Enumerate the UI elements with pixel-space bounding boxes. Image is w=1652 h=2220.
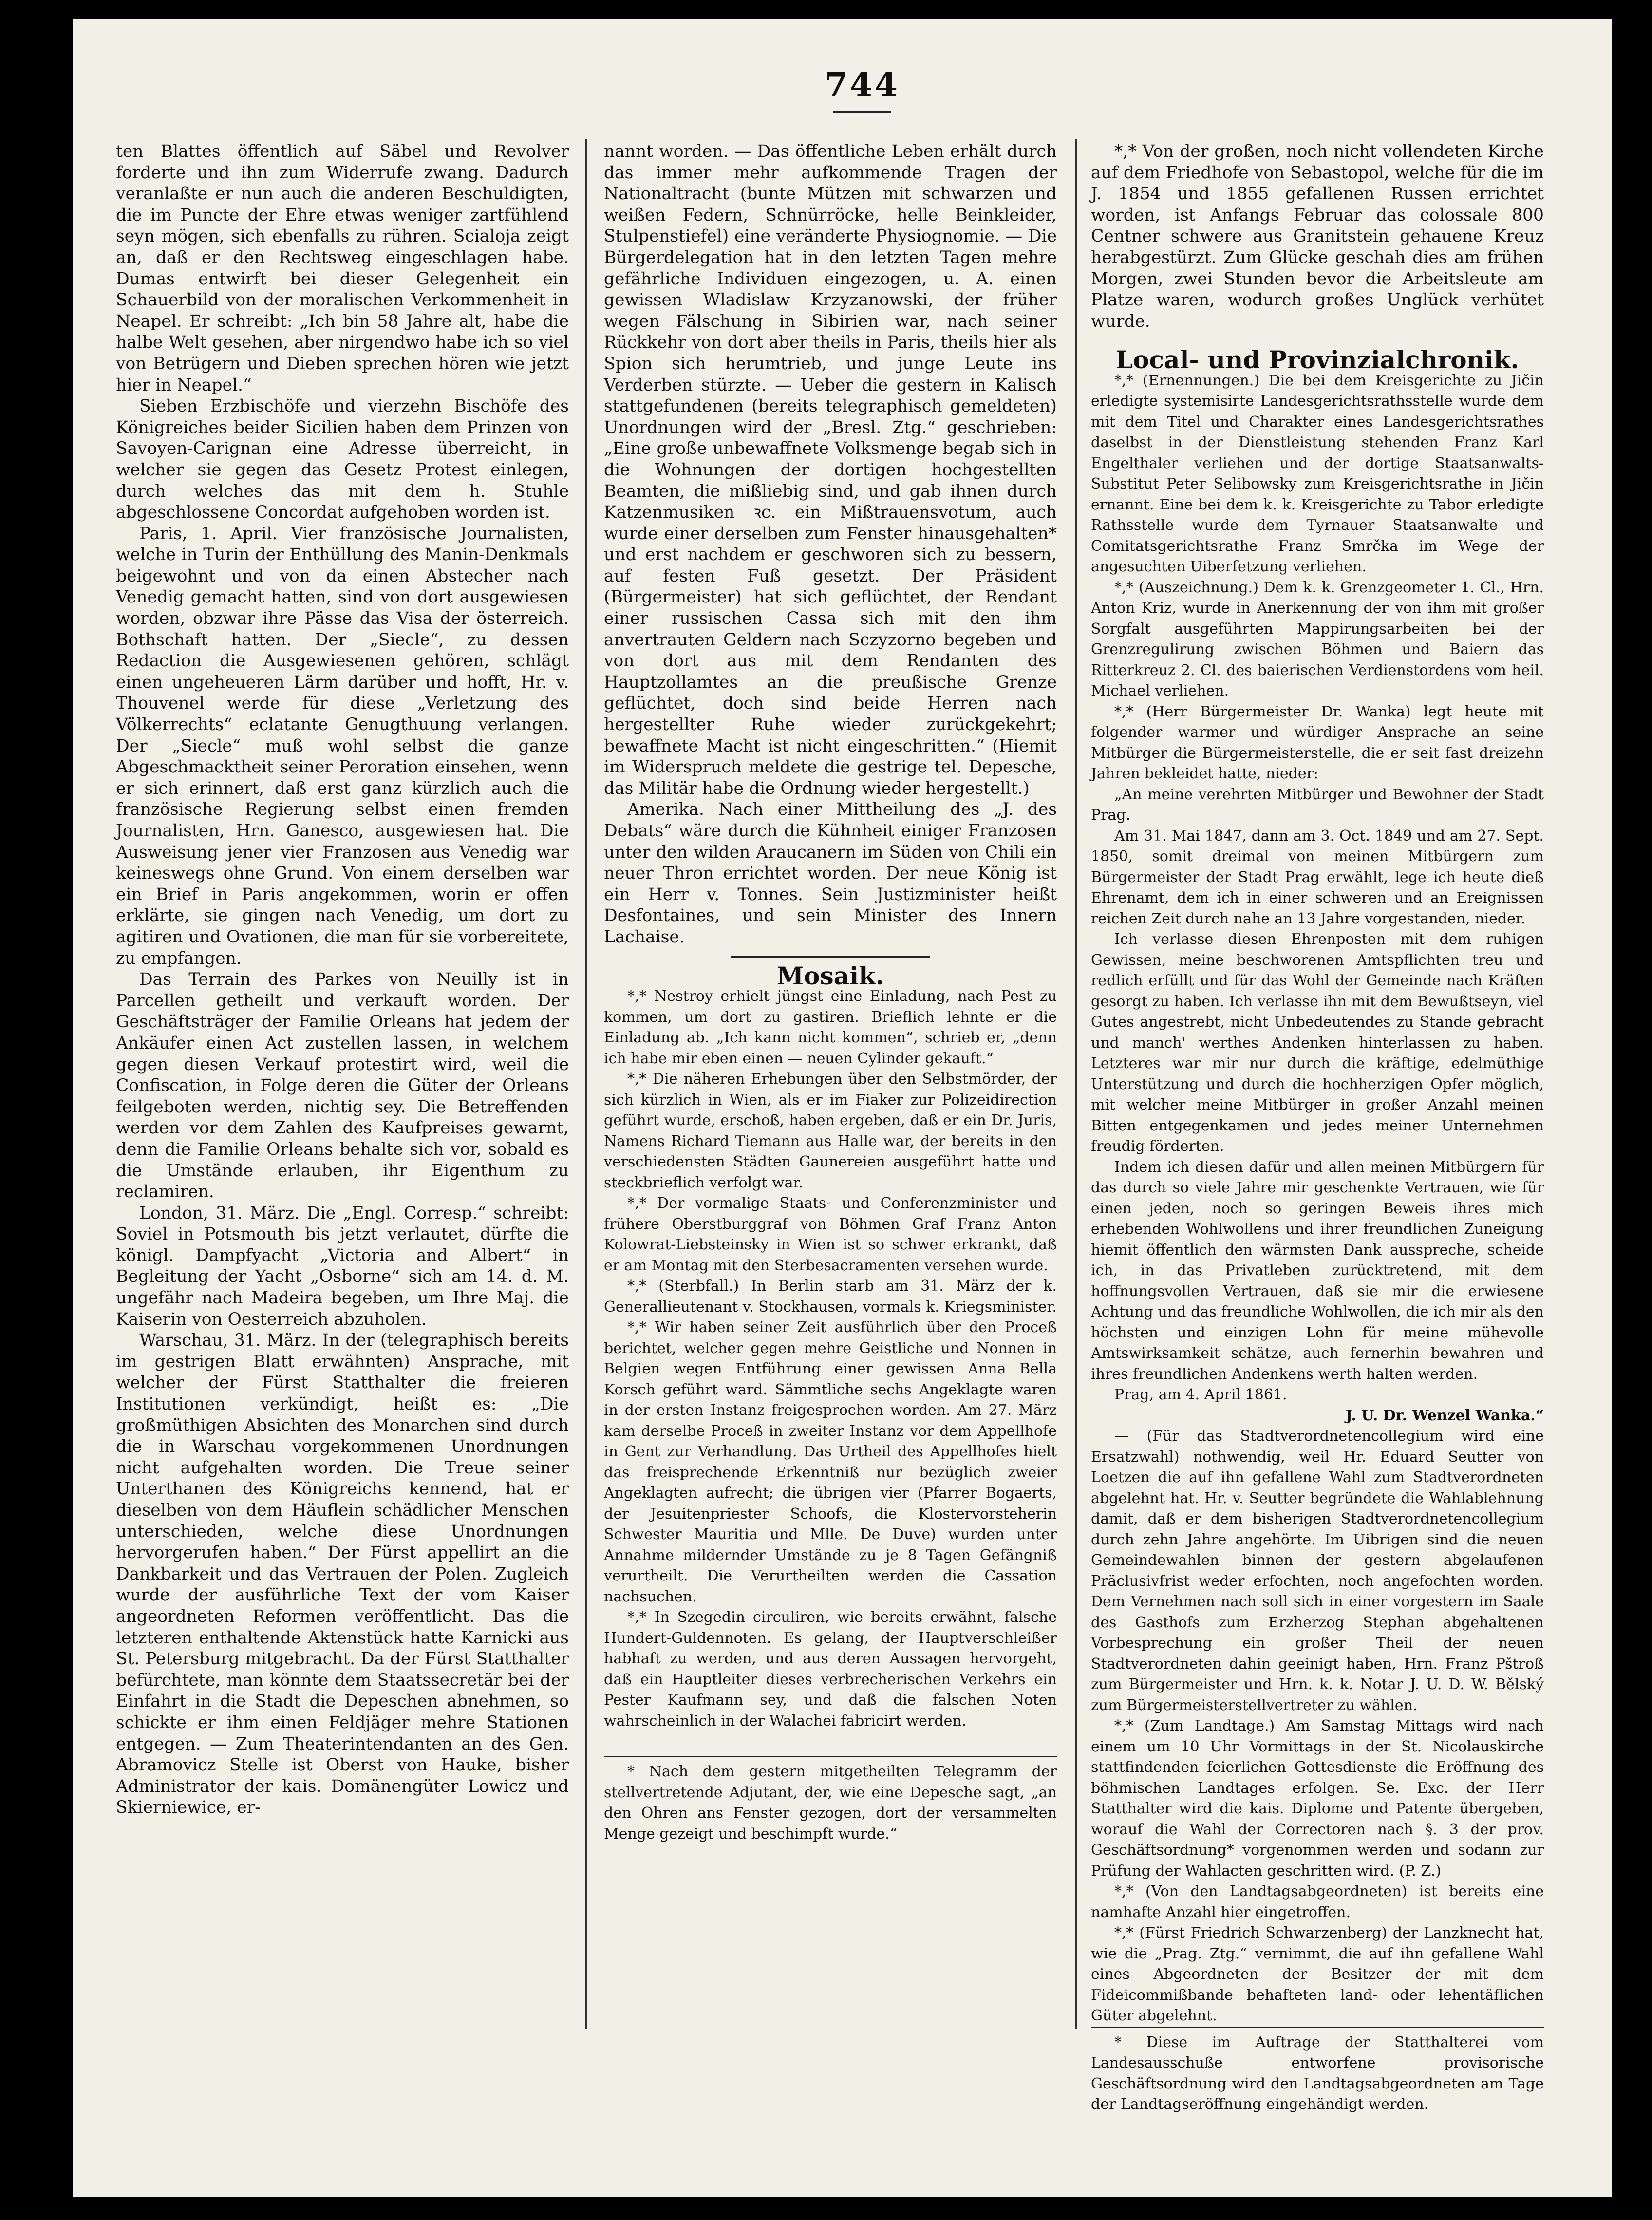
page-number: 744 [825, 66, 900, 105]
column-3 [1091, 141, 1544, 2115]
news-item: *,* (Auszeichnung.) Dem k. k. Grenzgeometer 1. Cl., Hrn. Anton Kriz, wurde in Anerkennung der von ihm mit großer Sorgfalt ausgeführten Mappirungsarbeiten bei der Grenzregulirung zwischen Böhmen und Baiern das Ritterkreuz 2. Cl. des baierischen Verdienstordens vom heil. Michael verliehen. [1091, 579, 1544, 700]
news-item: *,* (Ernennungen.) Die bei dem Kreisgerichte zu Jičin erledigte systemisirte Landesgerichtsrathsstelle wurde dem mit dem Titel und Charakter eines Landesgerichtsrathes daselbst in der Dienstleistung stehenden Franz Karl Engelthaler verliehen und der dortige Staatsanwalts-Substitut Peter Selibowsky zum Kreisgerichtsrathe in Jičin ernannt. Eine bei dem k. k. Kreisgerichte zu Tabor erledigte Rathsstelle wurde dem Tyrnauer Staatsanwalte und Comitatsgerichtsrathe Franz Smrčka im Wege der angesuchten Uiberſetzung verliehen. [1091, 372, 1544, 576]
paragraph: Indem ich diesen dafür und allen meinen Mitbürgern für das durch so viele Jahre mir geschenkte Vertrauen, wie für einen jeden, noch so geringen Beweis ihres mich erhebenden Wohlwollens und ihrer freundlichen Zuneigung hiemit öffentlich den wärmsten Dank ausspreche, scheide ich, in das Privatleben zurücktretend, mit dem hoffnungsvollen Vertrauen, daß sie mir die erwiesene Achtung und das freundliche Wohlwollen, die ich mir als den höchsten und einzigen Lohn für meine mühevolle Amtswirksamkeit schätze, auch fernerhin bewahren und ihres freundlichen Andenkens werth halten werden. [1091, 1158, 1544, 1383]
news-item: *,* In Szegedin circuliren, wie bereits erwähnt, falsche Hundert-Guldennoten. Es gelang, der Hauptverschleißer habhaft zu werden, und aus deren Aussagen hervorgeht, daß ein Hauptleiter dieses verbrecherischen Verkehrs ein Pester Kaufmann sey, und daß die falschen Noten wahrscheinlich in der Walachei fabricirt werden. [604, 1609, 1057, 1730]
paragraph: Paris, 1. April. Vier französische Journalisten, welche in Turin der Enthüllung des Manin-Denkmals beigewohnt und von da einen Abstecher nach Venedig gemacht hatten, sind von dort ausgewiesen worden, obzwar ihre Pässe das Visa der österreich. Bothschaft hatten. Der „Siecle“, zu dessen Redaction die Ausgewiesenen gehören, schlägt einen ungeheueren Lärm darüber und hofft, Hr. v. Thouvenel werde für diese „Verletzung des Völkerrechts“ eclatante Genugthuung verlangen. Der „Siecle“ muß wohl selbst die ganze Abgeschmacktheit seiner Peroration einsehen, wenn er sich erinnert, daß erst ganz kürzlich auch die französische Regierung selbst einen fremden Journalisten, Hrn. Ganesco, ausgewiesen hat. Die Ausweisung jener vier Franzosen aus Venedig war keineswegs ohne Grund. Von einem derselben war ein Brief in Paris angekommen, worin er offen erklärte, sie gingen nach Venedig, um dort zu agitiren und Ovationen, die man für sie vorbereitete, zu empfangen. [116, 524, 569, 968]
column-rule-1 [585, 139, 587, 2029]
news-item: *,* Nestroy erhielt jüngst eine Einladung, nach Pest zu kommen, um dort zu gastiren. Brieflich lehnte er die Einladung ab. „Ich kann nicht kommen“, schrieb er, „denn ich habe mir eben einen — neuen Cylinder gekauft.“ [604, 988, 1057, 1067]
news-item: — (Für das Stadtverordnetencollegium wird eine Ersatzwahl) nothwendig, weil Hr. Eduard Seutter von Loetzen die auf ihn gefallene Wahl zum Stadtverordneten abgelehnt hat. Hr. v. Seutter begründete die Wahlablehnung damit, daß er dem bisherigen Stadtverordnetencollegium durch zehn Jahre angehörte. Im Uibrigen sind die neuen Gemeindewahlen binnen der gestern abgelaufenen Präclusivfrist weder erfochten, noch angefochten worden. Dem Vernehmen nach soll sich in einer vorgestern im Saale des Gasthofs zum Erzherzog Stephan abgehaltenen Vorbesprechung ein großer Theil der neuen Stadtverordneten dahin geeinigt haben, Hrn. Franz Pštroß zum Bürgermeister und Hrn. k. k. Notar J. U. D. W. Bělský zum Bürgermeisterstellvertreter zu wählen. [1091, 1428, 1544, 1714]
paragraph: *,* Von der großen, noch nicht vollendeten Kirche auf dem Friedhofe von Sebastopol, welche für die im J. 1854 und 1855 gefallenen Russen errichtet worden, ist Anfangs Februar das colossale 800 Centner schwere aus Granitstein gehauene Kreuz herabgestürzt. Zum Glücke geschah dies am frühen Morgen, zwei Stunden bevor die Arbeitsleute am Platze waren, wodurch großes Unglück verhütet wurde. [1091, 142, 1544, 331]
paragraph: nannt worden. — Das öffentliche Leben erhält durch das immer mehr aufkommende Tragen der Nationaltracht (bunte Mützen mit schwarzen und weißen Federn, Schnürröcke, helle Beinkleider, Stulpenstiefel) eine veränderte Physiognomie. — Die Bürgerdelegation hat in den letzten Tagen mehre gefährliche Individuen eingezogen, u. A. einen gewissen Wladislaw Krzyzanowski, der früher wegen Fälschung in Sibirien war, nach seiner Rückkehr von dort aber theils in Paris, theils hier als Spion sich herumtrieb, und junge Leute ins Verderben stürzte. — Ueber die gestern in Kalisch stattgefundenen (bereits telegraphisch gemeldeten) Unordnungen wird der „Bresl. Ztg.“ geschrieben: „Eine große unbewaffnete Volksmenge begab sich in die Wohnungen der dortigen hochgestellten Beamten, die mißliebig sind, und gab ihnen durch Katzenmusiken ꝛc. ein Mißtrauensvotum, auch wurde einer derselben zum Fenster hinausgehalten* und erst nachdem er geschworen sich zu bessern, auf festen Fuß gesetzt. Der Präsident (Bürgermeister) hat sich geflüchtet, der Rendant einer russischen Cassa sich mit den ihm anvertrauten Geldern nach Sczyzorno begeben und von dort aus mit dem Rendanten des Hauptzollamtes an die preußische Grenze geflüchtet, doch sind beide Herren nach hergestellter Ruhe wieder zurückgekehrt; bewaffnete Macht ist nicht eingeschritten.“ (Hiemit im Widerspruch meldete die gestrige tel. Depesche, das Militär habe die Ordnung wieder hergestellt.) [604, 142, 1057, 798]
paragraph: Sieben Erzbischöfe und vierzehn Bischöfe des Königreiches beider Sicilien haben dem Prinzen von Savoyen-Carignan eine Adresse überreicht, in welcher sie gegen das Gesetz Protest einlegen, durch welches das mit dem h. Stuhle abgeschlossene Concordat aufgehoben worden ist. [116, 396, 569, 523]
news-item: *,* (Herr Bürgermeister Dr. Wanka) legt heute mit folgender warmer und würdiger Ansprache an seine Mitbürger die Bürgermeisterstelle, die er seit fast dreizehn Jahren bekleidet hatte, nieder: [1091, 703, 1544, 783]
news-item: *,* Der vormalige Staats- und Conferenzminister und frühere Oberstburggraf von Böhmen Graf Franz Anton Kolowrat-Liebsteinsky in Wien ist so schwer erkrankt, daß er am Montag mit den Sterbesacramenten versehen wurde. [604, 1195, 1057, 1274]
paragraph: Ich verlasse diesen Ehrenposten mit dem ruhigen Gewissen, meine beschworenen Amtspflichten treu und redlich erfüllt und für das Wohl der Gemeinde nach Kräften gesorgt zu haben. Ich verlasse ihn mit dem Bewußtseyn, viel Gutes angestrebt, nicht Unbedeutendes zu Stande gebracht und manch' werthes Andenken hinterlassen zu haben. Letzteres war mir nur durch die kräftige, edelmüthige Unterstützung und durch die hochherzigen Opfer möglich, mit welcher meine Mitbürger in großer Anzahl meinen Bitten entgegenkamen und jedes meiner Unternehmen freudig förderten. [1091, 931, 1544, 1155]
news-item: *,* (Zum Landtage.) Am Samstag Mittags wird nach einem um 10 Uhr Vormittags in der St. Nicolauskirche stattfindenden feierlichen Gottesdienste die Eröffnung des böhmischen Landtages erfolgen. Se. Exc. der Herr Statthalter wird die kais. Diplome und Patente übergeben, worauf die Wahl der Correctoren nach §. 3 der prov. Geschäftsordnung* vorgenommen werden und sodann zur Prüfung der Wahlacten geschritten wird. (P. Z.) [1091, 1717, 1544, 1880]
footnote: * Nach dem gestern mitgetheilten Telegramm der stellvertretende Adjutant, der, wie eine Depesche sagt, „an den Ohren ans Fenster gezogen, dort der versammelten Menge gezeigt und beschimpft wurde.“ [604, 1756, 1057, 1844]
news-item: *,* Wir haben seiner Zeit ausführlich über den Proceß berichtet, welcher gegen mehre Geistliche und Nonnen in Belgien wegen Entführung einer gewissen Anna Bella Korsch geführt ward. Sämmtliche sechs Angeklagte waren in der ersten Instanz freigesprochen worden. Am 27. März kam derselbe Proceß in zweiter Instanz vor dem Appellhofe in Gent zur Verhandlung. Das Urtheil des Appellhofes hielt das freisprechende Erkenntniß nur bezüglich zweier Angeklagten aufrecht; die übrigen vier (Pfarrer Bogaerts, der Jesuitenpriester Schoofs, die Klostervorsteherin Schwester Mauritia und Mlle. De Duve) wurden unter Annahme mildernder Umstände zu je 8 Tagen Gefängniß verurtheilt. Die Verurtheilten werden die Cassation nachsuchen. [604, 1319, 1057, 1605]
paragraph: Am 31. Mai 1847, dann am 3. Oct. 1849 und am 27. Sept. 1850, somit dreimal von meinen Mitbürgern zum Bürgermeister der Stadt Prag erwählt, lege ich heute dieß Ehrenamt, dem ich in einer schweren und an Ereignissen reichen Zeit durch nahe an 13 Jahre vorgestanden, nieder. [1091, 827, 1544, 927]
column-1 [116, 141, 569, 1819]
section-divider [1218, 340, 1417, 341]
page-number-underline [833, 111, 891, 113]
paragraph: Das Terrain des Parkes von Neuilly ist in Parcellen getheilt und verkauft worden. Der Geschäftsträger der Familie Orleans hat jedem der Ankäufer einen Act zustellen lassen, in welchem gegen diesen Verkauf protestirt wird, weil die Confiscation, in Folge deren die Güter der Orleans feilgeboten werden, nichtig sey. Die Betreffenden werden vor dem Zahlen des Kaufpreises gewarnt, denn die Familie Orleans behalte sich vor, sobald es die Umstände erlauben, ihr Eigenthum zu reclamiren. [116, 970, 569, 1202]
paragraph: Amerika. Nach einer Mittheilung des „J. des Debats“ wäre durch die Kühnheit einiger Franzosen unter den wilden Araucanern im Süden von Chili ein neuer Thron errichtet worden. Der neue König ist ein Herr v. Tonnes. Sein Justizminister heißt Desfontaines, und sein Minister des Innern Lachaise. [604, 800, 1057, 947]
paragraph: Warschau, 31. März. In der (telegraphisch bereits im gestrigen Blatt erwähnten) Ansprache, mit welcher der Fürst Statthalter die freieren Institutionen verkündigt, heißt es: „Die großmüthigen Absichten des Monarchen sind durch die in Warschau vorgekommenen Unordnungen nicht aufgehalten worden. Die Treue seiner Unterthanen des Königreichs kennend, hat er dieselben von dem Häuflein schädlicher Menschen unterschieden, welche diese Unordnungen hervorgerufen haben.“ Der Fürst appellirt an die Dankbarkeit und das Vertrauen der Polen. Zugleich wurde der ausführliche Text der vom Kaiser angeordneten Reformen veröffentlicht. Das die letzteren enthaltende Aktenstück hatte Karnicki aus St. Petersburg mitgebracht. Da der Fürst Statthalter befürchtete, man könnte dem Staatssecretär bei der Einfahrt in die Stadt die Depeschen abnehmen, so schickte er ihm einen Feldjäger mehre Stationen entgegen. — Zum Theaterintendanten an des Gen. Abramovicz Stelle ist Oberst von Hauke, bisher Administrator der kais. Domänengüter Lowicz und Skierniewice, er- [116, 1331, 569, 1818]
footnote: * Diese im Auftrage der Statthalterei vom Landesausschuße entworfene provisorische Geschäftsordnung wird den Landtagsabgeordneten am Tage der Landtagseröffnung eingehändigt werden. [1091, 2027, 1544, 2115]
paragraph: ten Blattes öffentlich auf Säbel und Revolver forderte und ihn zum Widerrufe zwang. Dadurch veranlaßte er nun auch die anderen Beschuldigten, die im Puncte der Ehre etwas weniger zartfühlend seyn mögen, sich ebenfalls zu rühren. Scialoja zeigt an, daß er den Rechtsweg eingeschlagen habe. Dumas entwirft bei dieser Gelegenheit ein Schauerbild von der moralischen Verkommenheit in Neapel. Er schreibt: „Ich bin 58 Jahre alt, habe die halbe Welt gesehen, aber nirgendwo habe ich so viel von Betrügern und Dieben sprechen hören wie jetzt hier in Neapel.“ [116, 142, 569, 395]
newspaper-page [73, 19, 1612, 2197]
mosaik-heading: Mosaik. [776, 961, 884, 990]
signature: J. U. Dr. Wenzel Wanka.“ [1345, 1407, 1544, 1424]
news-item: *,* (Von den Landtagsabgeordneten) ist bereits eine namhafte Anzahl hier eingetroffen. [1091, 1883, 1544, 1921]
news-item: *,* (Sterbfall.) In Berlin starb am 31. März der k. Generallieutenant v. Stockhausen, vormals k. Kriegsminister. [604, 1278, 1057, 1316]
local-chronicle-heading: Local- und Provinzialchronik. [1116, 345, 1519, 375]
address-title: „An meine verehrten Mitbürger und Bewohner der Stadt Prag. [1091, 786, 1544, 824]
news-item: *,* (Fürst Friedrich Schwarzenberg) der Lanzknecht hat, wie die „Prag. Ztg.“ vernimmt, die auf ihn gefallene Wahl eines Abgeordneten der Besitzer der mit dem Fideicommißbande behafteten land- oder lehentäflichen Güter abgelehnt. [1091, 1924, 1544, 2025]
dateline: Prag, am 4. April 1861. [1114, 1386, 1287, 1404]
column-rule-2 [1075, 139, 1077, 2029]
news-item: *,* Die näheren Erhebungen über den Selbstmörder, der sich kürzlich in Wien, als er im Fiaker zur Polizeidirection geführt wurde, erschoß, haben ergeben, daß er ein Dr. Juris, Namens Richard Tiemann aus Halle war, der bereits in den verschiedensten Städten Gaunereien ausgeführt hatte und steckbrieflich verfolgt war. [604, 1071, 1057, 1191]
column-2 [604, 141, 1057, 1844]
paragraph: London, 31. März. Die „Engl. Corresp.“ schreibt: Soviel in Potsmouth bis jetzt verlautet, dürfte die königl. Dampfyacht „Victoria and Albert“ in Begleitung der Yacht „Osborne“ sich am 14. d. M. ungefähr nach Madeira begeben, um Ihre Maj. die Kaiserin von Oesterreich abzuholen. [116, 1203, 569, 1329]
local-chronicle-section [1091, 371, 1544, 2115]
section-divider [731, 956, 930, 958]
mosaik-section [604, 986, 1057, 1844]
